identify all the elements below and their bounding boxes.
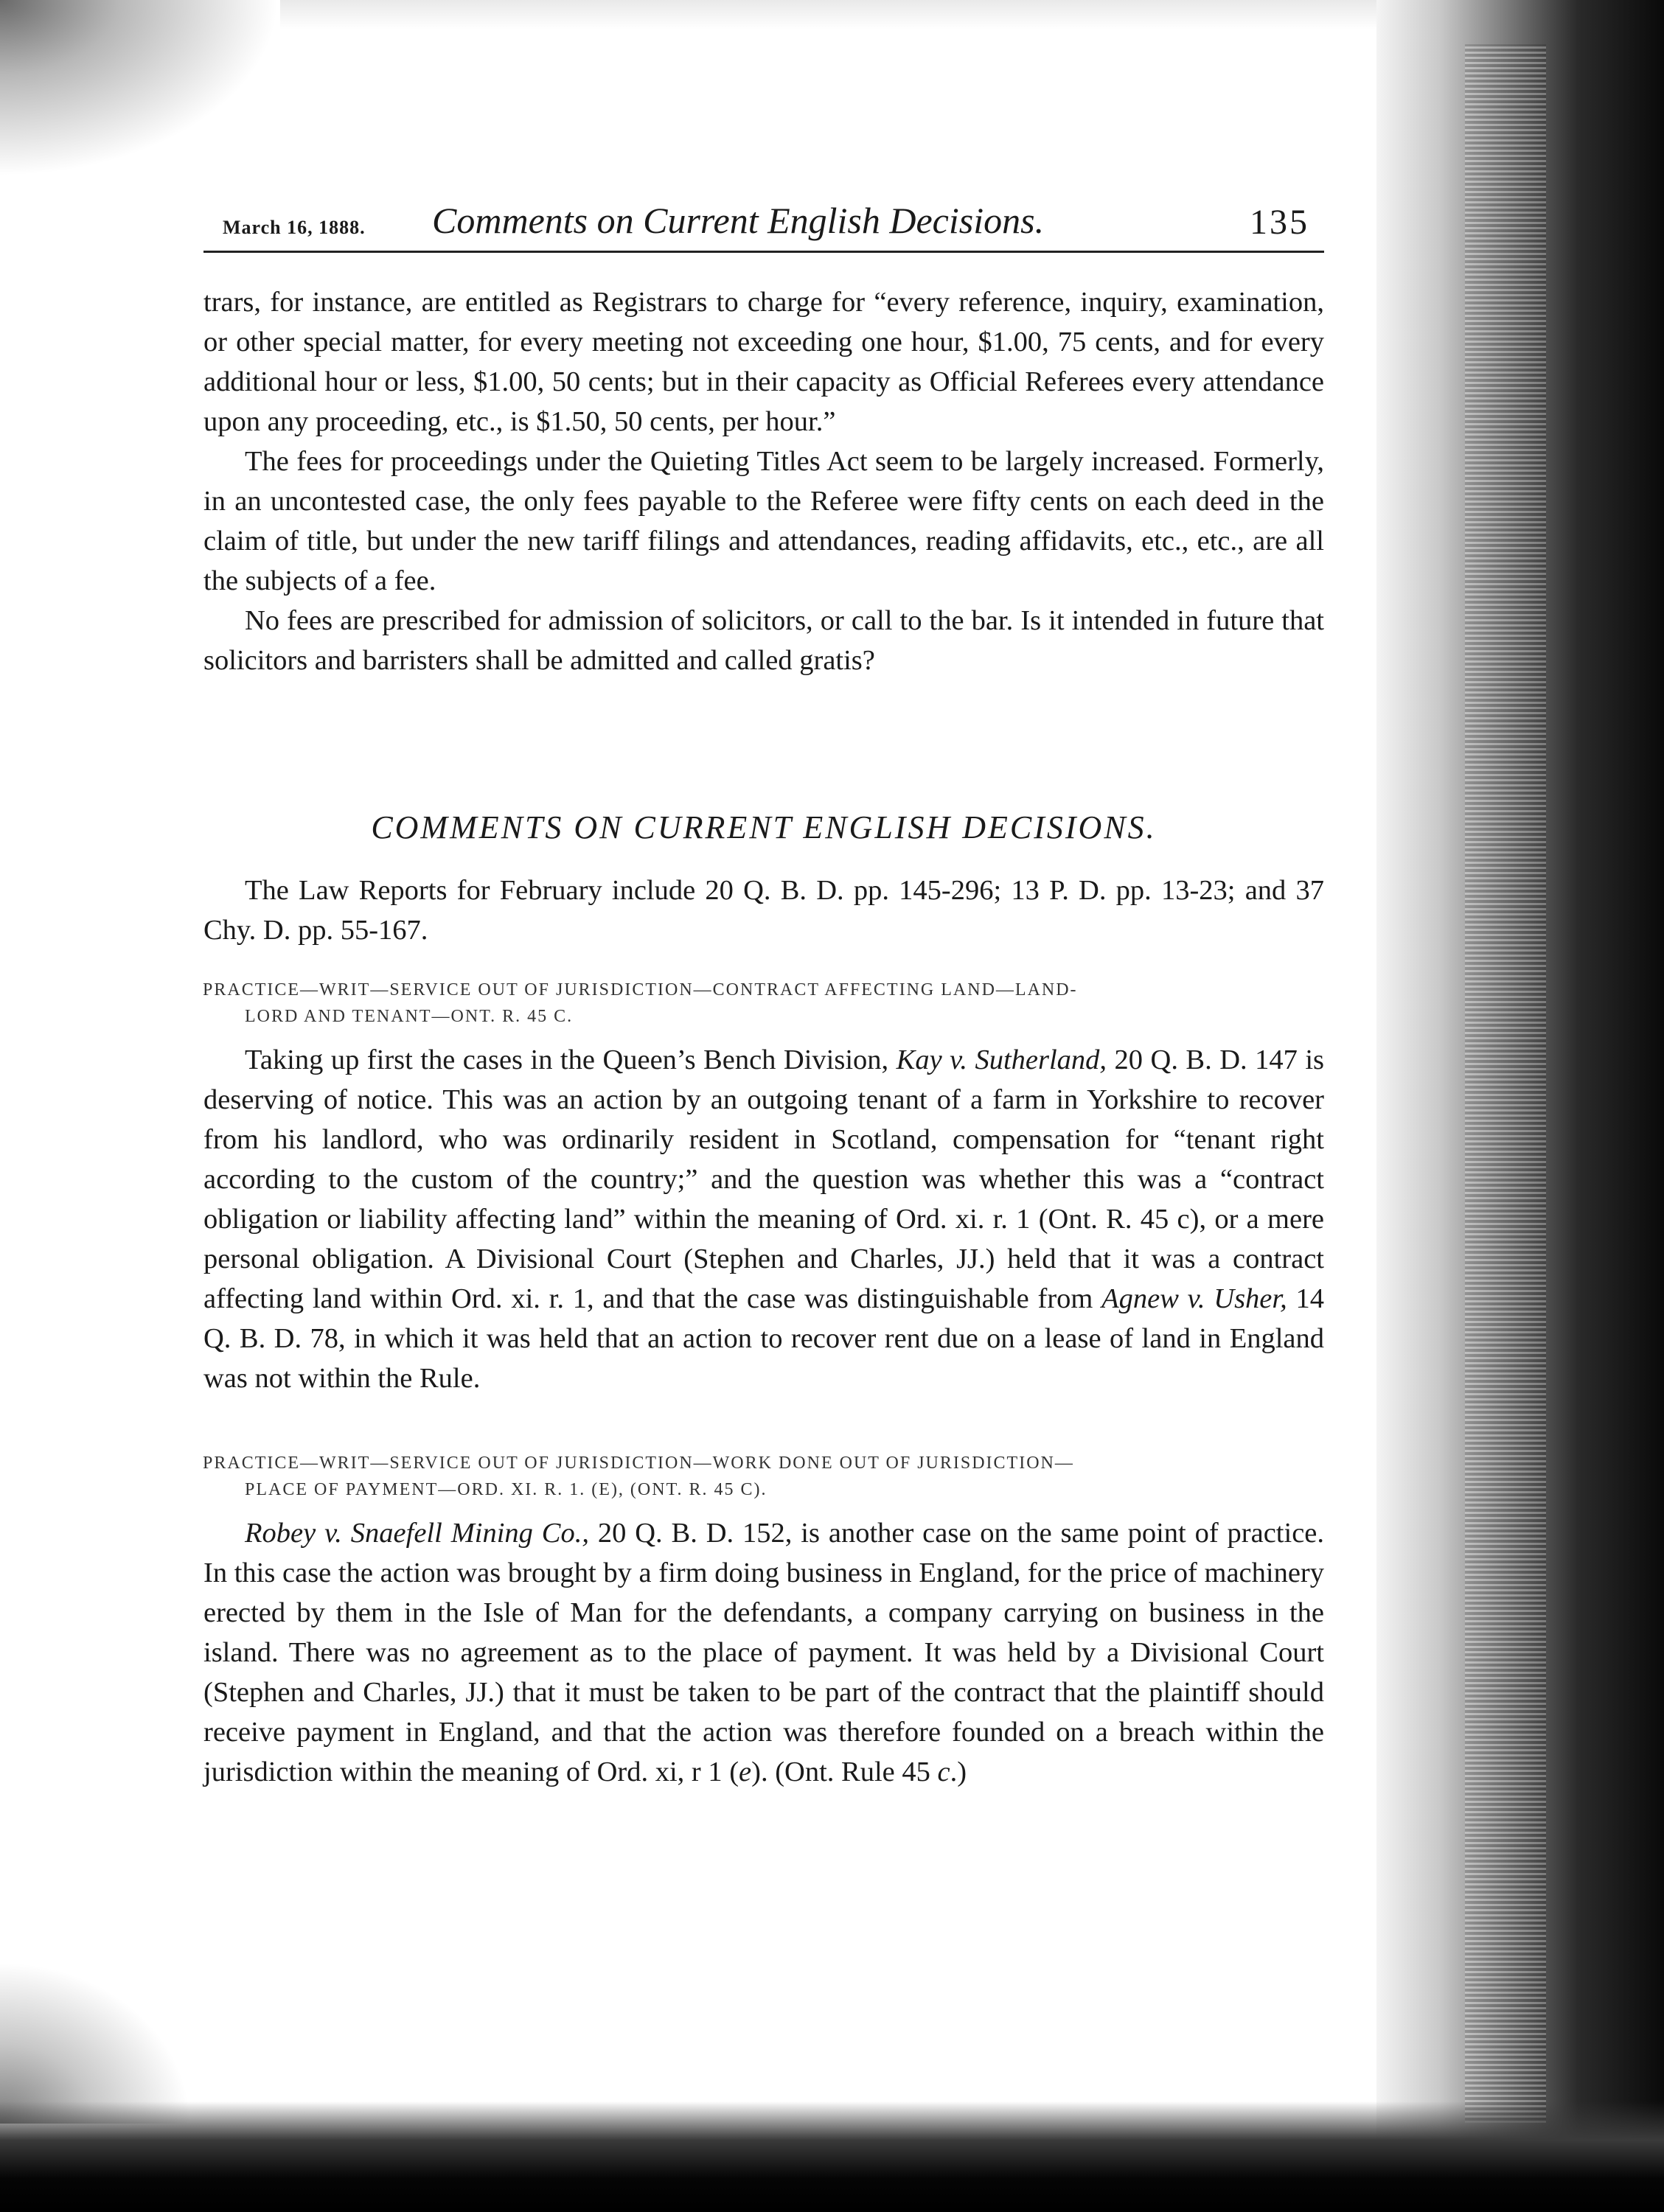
- scan-edge-bottom-left: [0, 1961, 192, 2124]
- case-headnote: [203, 977, 1324, 1030]
- cited-case-name: Agnew v. Usher,: [1101, 1283, 1287, 1314]
- case-text: Taking up first the cases in the Queen’s Bench Division,: [245, 1044, 897, 1075]
- continuation-text: [203, 282, 1324, 680]
- paragraph: trars, for instance, are entitled as Registrars to charge for “every reference, inquiry, examination, or other special matter, for every meeting not exceeding one hour, $1.00, 75 cents, and for every additional hour or less, $1.00, 50 cents; but in their capacity as Official Referees every attendance upon any proceeding, etc., is $1.50, 50 cents, per hour.”: [203, 287, 1324, 437]
- scan-edge-right-texture: [1465, 44, 1546, 2123]
- case-text: 20 Q. B. D. 152, is another case on the same point of practice. In this case the action was brought by a firm doing business in England, for the price of machinery erected by them in the Isle of Man for the defendants, a company carrying on business in the island. There was no agreement as to the place of payment. It was held by a Divisional Court (Stephen and Charles, JJ.) that it must be taken to be part of the contract that the plaintiff should receive payment in England, and that the action was therefore founded on a breach within the jurisdiction within the meaning of Ord. xi, r 1 (: [203, 1518, 1324, 1787]
- scan-edge-bottom: [0, 2101, 1664, 2212]
- case-text: e: [739, 1756, 752, 1787]
- case-text: c: [937, 1756, 950, 1787]
- page-number: 135: [1250, 203, 1309, 242]
- section-heading: COMMENTS ON CURRENT ENGLISH DECISIONS.: [371, 809, 1157, 845]
- case-text: ). (Ont. Rule 45: [751, 1756, 938, 1787]
- headnote-line: PLACE OF PAYMENT—ORD. XI. R. 1. (E), (ONT. R. 45 C).: [245, 1480, 767, 1499]
- case-headnote: [203, 1450, 1324, 1503]
- headnote-line: LORD AND TENANT—ONT. R. 45 C.: [245, 1007, 574, 1026]
- case-text: 14 Q. B. D. 78, in which it was held that an action to recover rent due on a lease of land in England was not within the Rule.: [203, 1283, 1324, 1394]
- running-head: [203, 199, 1324, 253]
- paragraph: No fees are prescribed for admission of solicitors, or call to the bar. Is it intended in future that solicitors and barristers shall be admitted and called gratis?: [203, 605, 1324, 676]
- case-text: .): [950, 1756, 967, 1787]
- scan-edge-right: [1376, 0, 1664, 2212]
- case-paragraph: [203, 1040, 1324, 1398]
- header-date: March 16, 1888.: [223, 217, 366, 238]
- header-title: Comments on Current English Decisions.: [432, 200, 1045, 241]
- section-intro: The Law Reports for February include 20 Q. B. D. pp. 145-296; 13 P. D. pp. 13-23; and 37 Chy. D. pp. 55-167.: [203, 875, 1324, 946]
- case-name: Robey v. Snaefell Mining Co.,: [245, 1518, 589, 1549]
- scan-edge-top: [280, 0, 1386, 29]
- scan-edge-top-left: [0, 0, 280, 177]
- case-text: 20 Q. B. D. 147 is deserving of notice. This was an action by an outgoing tenant of a farm in Yorkshire to recover from his landlord, who was ordinarily resident in Scotland, compensation for “tenant right according to the custom of the country;” and the question was whether this was a “contract obligation or liability affecting land” within the meaning of Ord. xi. r. 1 (Ont. R. 45 c), or a mere personal obligation. A Divisional Court (Stephen and Charles, JJ.) held that it was a contract affecting land within Ord. xi. r. 1, and that the case was distinguishable from: [203, 1044, 1324, 1314]
- case-name: Kay v. Sutherland,: [896, 1044, 1107, 1075]
- paragraph: The fees for proceedings under the Quieting Titles Act seem to be largely increased. Formerly, in an uncontested case, the only fees payable to the Referee were fifty cents on each deed in the claim of title, but under the new tariff filings and attendances, reading affidavits, etc., etc., are all the subjects of a fee.: [203, 446, 1324, 596]
- headnote-line: PRACTICE—WRIT—SERVICE OUT OF JURISDICTION—WORK DONE OUT OF JURISDICTION—: [203, 1454, 1074, 1473]
- document-page: [203, 199, 1324, 1792]
- case-paragraph: [203, 1513, 1324, 1792]
- headnote-line: PRACTICE—WRIT—SERVICE OUT OF JURISDICTION—CONTRACT AFFECTING LAND—LAND-: [203, 980, 1078, 999]
